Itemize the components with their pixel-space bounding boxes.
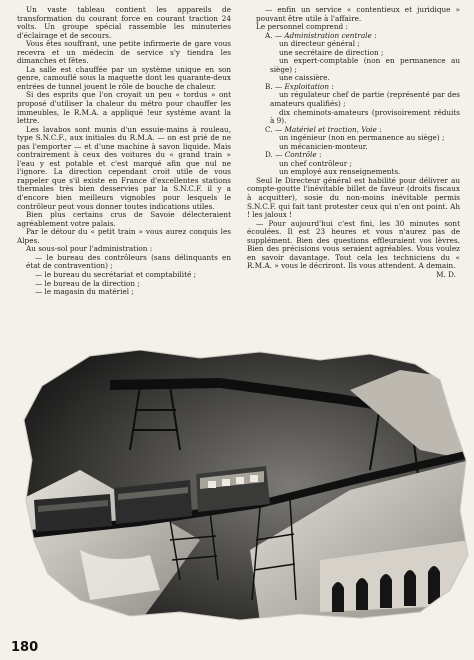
- section-letter: A. —: [265, 30, 285, 40]
- paragraph: Un vaste tableau contient les appareils de transformation du courant force en courant traction 24 volts. Un groupe spécial rassemble les minuteries d'éclairage et de secours.: [17, 5, 231, 40]
- paragraph: La salle est chauffée par un système unique en son genre, camouflé sous la maquette dont les quarante-deux entrées de tunnel jouent le rôle de bouche de chaleur.: [17, 64, 231, 91]
- section-title: Matériel et traction, Voie: [284, 124, 377, 134]
- section-title: Exploitation: [284, 81, 330, 91]
- section-title: Administration centrale: [284, 30, 372, 40]
- staff-item: un directeur général ;: [279, 39, 360, 49]
- staff-item: un mécanicien-monteur.: [279, 141, 368, 151]
- staff-item: un régulateur chef de partie (représenté par des amateurs qualifiés) ;: [270, 90, 460, 109]
- paragraph: — Pour aujourd'hui c'est fini, les 30 minutes sont écoulées. Il est 23 heures et vous n'aurez pas de supplément. Bien des questions effleuraient vos lèvres. Bien des précisions vous seraient agréables. Vous voulez en savoir davantage. Tout cela les techniciens du « R.M.A. » vous le décriront. Ils vous attendent. A demain.: [247, 218, 460, 271]
- paragraph: Vous êtes souffrant, une petite infirmerie de gare vous recevra et un médecin de service s'y tiendra les dimanches et fêtes.: [17, 39, 231, 66]
- right-text-column: [247, 6, 460, 280]
- paragraph: Les lavabos sont munis d'un essuie-mains à rouleau, type S.N.C.F., aux initiales du R.M.A. — on est prié de ne pas l'emporter — et d'une machine à savon liquide. Mais contrairement à ceux des voitures du « grand train » l'eau y est potable et c'est marqué afin que nul ne l'ignore. La direction cependant croit utile de vous rappeler que s'il existe en France d'excellentes stations thermales très bien desservies par la S.N.C.F. il y a d'encore bien meilleurs vignobles pour lesquels le contrôleur peut vous donner toutes indications utiles.: [17, 124, 231, 211]
- author-signature: M. D.: [436, 269, 456, 279]
- list-item: — le bureau du secrétariat et comptabilité ;: [35, 269, 197, 279]
- section-letter: B. —: [265, 81, 285, 91]
- list-item: — enfin un service « contentieux et juridique » pouvant être utile à l'affaire.: [256, 5, 460, 23]
- staff-item: un ingénieur (non en permanence au siège) ;: [279, 133, 445, 143]
- section-suffix: :: [371, 30, 377, 40]
- staff-item: une secrétaire de direction ;: [279, 47, 384, 57]
- staff-item: un employé aux renseignements.: [279, 167, 401, 177]
- section-suffix: :: [316, 150, 322, 160]
- passenger-car-1: [34, 494, 112, 532]
- paragraph: Bien plus certains crus de Savoie délecteraient agréablement votre palais.: [17, 210, 231, 228]
- photo-illustration: [20, 350, 470, 622]
- staff-item: une caissière.: [279, 73, 330, 83]
- paragraph: Seul le Directeur général est habilité pour délivrer au compte-goutte l'inévitable billet de faveur (droits fiscaux à acquitter), sosie du non-moins inévitable permis S.N.C.F. qui fait tant protester ceux qui n'en ont point. Ah ! les jaloux !: [247, 175, 460, 220]
- section-title: Contrôle: [284, 150, 317, 160]
- paragraph: Par le détour du « petit train » vous aurez conquis les Alpes.: [17, 227, 231, 245]
- list-item: — le bureau des contrôleurs (sans délinquants en état de contravention) ;: [26, 252, 231, 271]
- left-text-column: [17, 6, 231, 297]
- section-suffix: :: [329, 81, 334, 91]
- page-number: 180: [11, 640, 39, 655]
- staff-item: dix cheminots-amateurs (provisoirement réduits à 9).: [270, 107, 460, 126]
- staff-item: un expert-comptable (non en permanence au siège) ;: [270, 56, 460, 74]
- list-item: — le bureau de la direction ;: [35, 278, 140, 288]
- list-item: — le magasin du matériel ;: [35, 287, 134, 297]
- staff-item: un chef contrôleur ;: [279, 158, 352, 168]
- paragraph: Si des esprits que l'on croyait un peu « tordus » ont proposé d'utiliser la chaleur du métro pour chauffer les immeubles, le R.M.A. a appliqué !eur système avant la lettre.: [17, 90, 231, 126]
- section-letter: C. —: [265, 124, 285, 134]
- paragraph: Au sous-sol pour l'administration :: [26, 244, 153, 254]
- paragraph: Le personnel comprend :: [256, 22, 348, 32]
- section-suffix: :: [376, 124, 382, 134]
- model-railway-photo: [20, 350, 470, 622]
- section-letter: D. —: [265, 150, 285, 160]
